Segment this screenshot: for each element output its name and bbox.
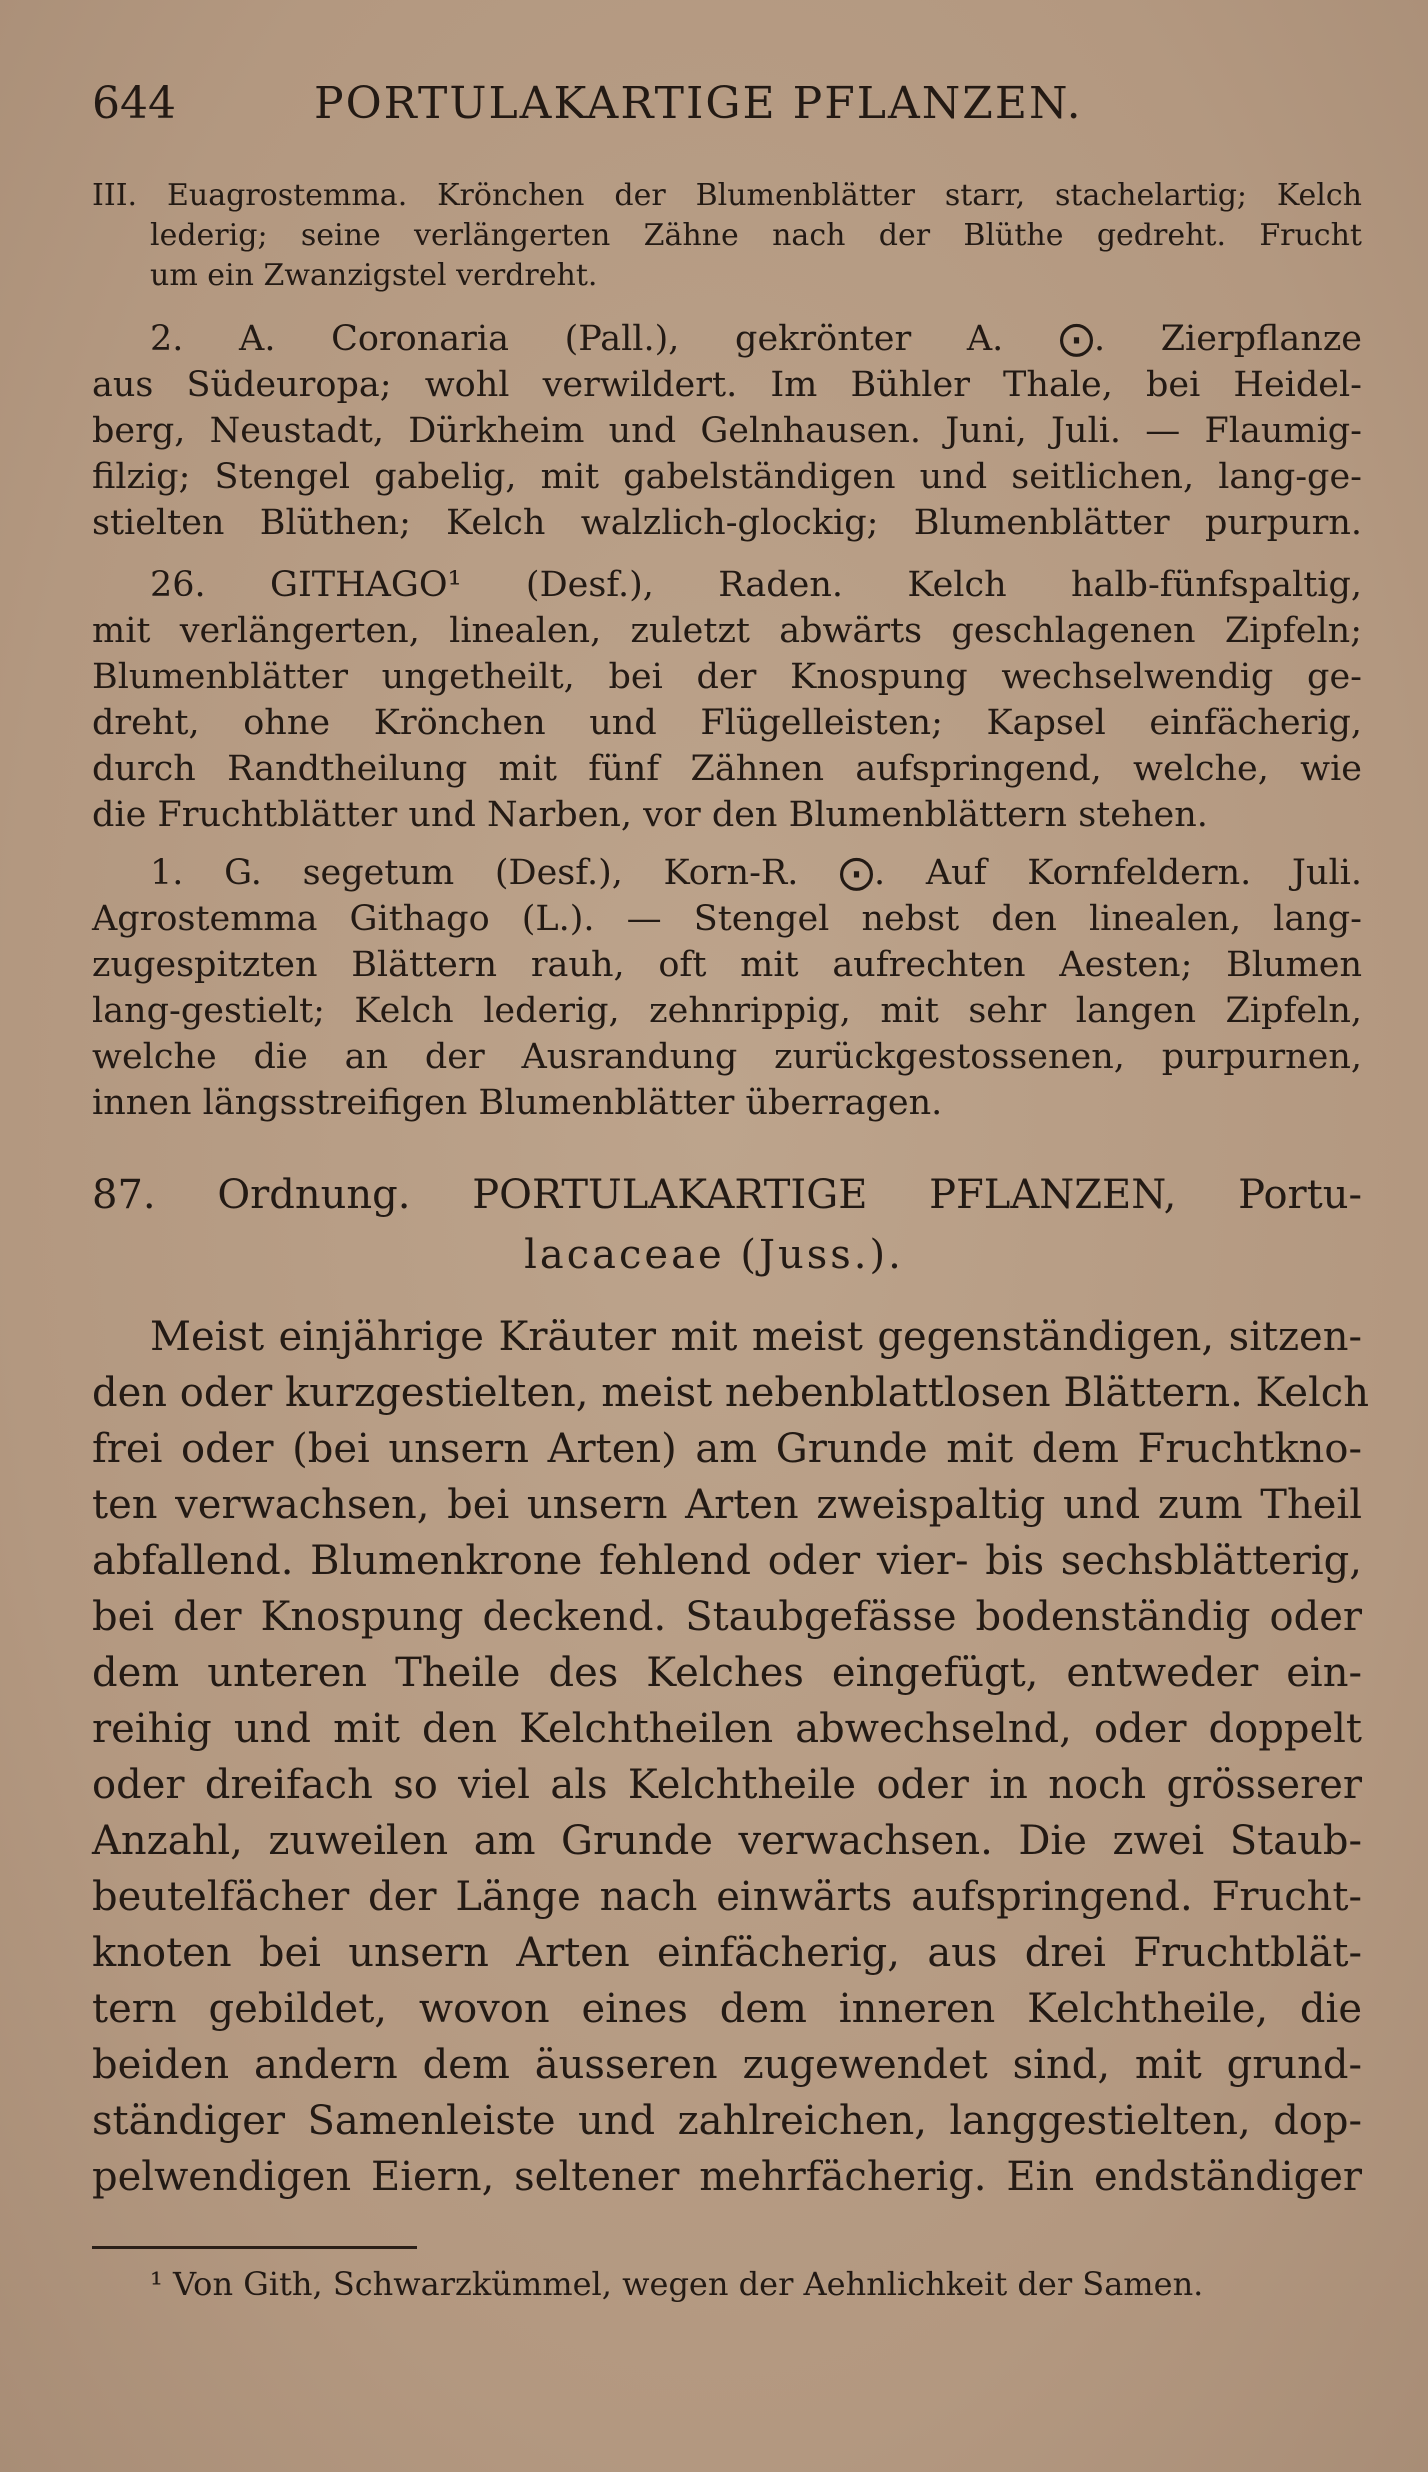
order-title-cont: lacaceae (Juss.).	[524, 1232, 904, 1278]
text-line: pelwendigen Eiern, seltener mehrfächerig. Ein endständiger	[92, 2154, 1362, 2200]
text-line: mit verlängerten, linealen, zuletzt abwärts geschlagenen Zipfeln;	[92, 611, 1362, 651]
footnote-divider	[92, 2246, 417, 2249]
text-line: Blumenblätter ungetheilt, bei der Knospung wechselwendig ge-	[92, 657, 1362, 697]
text-line: frei oder (bei unsern Arten) am Grunde mit dem Fruchtkno-	[92, 1426, 1362, 1472]
text-line: 2. A. Coronaria (Pall.), gekrönter A. ⨀. Zierpflanze	[150, 319, 1362, 359]
text-line: zugespitzten Blättern rauh, oft mit aufrechten Aesten; Blumen	[92, 945, 1362, 985]
text-line: durch Randtheilung mit fünf Zähnen aufspringend, welche, wie	[92, 749, 1362, 789]
text-line: abfallend. Blumenkrone fehlend oder vier- bis sechsblätterig,	[92, 1538, 1362, 1584]
text-line: aus Südeuropa; wohl verwildert. Im Bühler Thale, bei Heidel-	[92, 365, 1362, 405]
text-line: filzig; Stengel gabelig, mit gabelständigen und seitlichen, lang-ge-	[92, 457, 1362, 497]
text-line: beiden andern dem äusseren zugewendet sind, mit grund-	[92, 2042, 1362, 2088]
text-line: III. Euagrostemma. Krönchen der Blumenblätter starr, stachelartig; Kelch	[92, 178, 1362, 213]
page-number: 644	[92, 78, 176, 129]
text-line: lang-gestielt; Kelch lederig, zehnrippig, mit sehr langen Zipfeln,	[92, 991, 1362, 1031]
text-line: lederig; seine verlängerten Zähne nach der Blüthe gedreht. Frucht	[150, 218, 1362, 253]
running-title: PORTULAKARTIGE PFLANZEN.	[314, 78, 1083, 129]
text-line: 26. GITHAGO¹ (Desf.), Raden. Kelch halb-fünfspaltig,	[150, 565, 1362, 605]
text-line: 1. G. segetum (Desf.), Korn-R. ⨀. Auf Kornfeldern. Juli.	[150, 853, 1362, 893]
text-line: die Fruchtblätter und Narben, vor den Blumenblättern stehen.	[92, 795, 1208, 835]
order-title: 87. Ordnung. PORTULAKARTIGE PFLANZEN, Portu-	[92, 1172, 1362, 1218]
text-line: Anzahl, zuweilen am Grunde verwachsen. Die zwei Staub-	[92, 1818, 1362, 1864]
text-line: ten verwachsen, bei unsern Arten zweispaltig und zum Theil	[92, 1482, 1362, 1528]
text-line: beutelfächer der Länge nach einwärts aufspringend. Frucht-	[92, 1874, 1362, 1920]
text-line: Meist einjährige Kräuter mit meist gegenständigen, sitzen-	[150, 1314, 1362, 1360]
text-line: tern gebildet, wovon eines dem inneren Kelchtheile, die	[92, 1986, 1362, 2032]
text-line: dreht, ohne Krönchen und Flügelleisten; Kapsel einfächerig,	[92, 703, 1362, 743]
text-line: berg, Neustadt, Dürkheim und Gelnhausen. Juni, Juli. — Flaumig-	[92, 411, 1362, 451]
footnote: ¹ Von Gith, Schwarzkümmel, wegen der Aehnlichkeit der Samen.	[150, 2265, 1204, 2303]
text-line: welche die an der Ausrandung zurückgestossenen, purpurnen,	[92, 1037, 1362, 1077]
text-line: bei der Knospung deckend. Staubgefässe bodenständig oder	[92, 1594, 1362, 1640]
text-line: Agrostemma Githago (L.). — Stengel nebst den linealen, lang-	[92, 899, 1362, 939]
page-header	[92, 78, 1372, 138]
text-line: reihig und mit den Kelchtheilen abwechselnd, oder doppelt	[92, 1706, 1362, 1752]
text-line: ständiger Samenleiste und zahlreichen, langgestielten, dop-	[92, 2098, 1362, 2144]
text-line: knoten bei unsern Arten einfächerig, aus drei Fruchtblät-	[92, 1930, 1362, 1976]
text-line: innen längsstreifigen Blumenblätter überragen.	[92, 1083, 943, 1123]
text-line: den oder kurzgestielten, meist nebenblattlosen Blättern. Kelch	[92, 1370, 1369, 1416]
text-line: oder dreifach so viel als Kelchtheile oder in noch grösserer	[92, 1762, 1362, 1808]
text-line: dem unteren Theile des Kelches eingefügt, entweder ein-	[92, 1650, 1362, 1696]
text-line: um ein Zwanzigstel verdreht.	[150, 258, 598, 293]
text-line: stielten Blüthen; Kelch walzlich-glockig; Blumenblätter purpurn.	[92, 503, 1362, 543]
